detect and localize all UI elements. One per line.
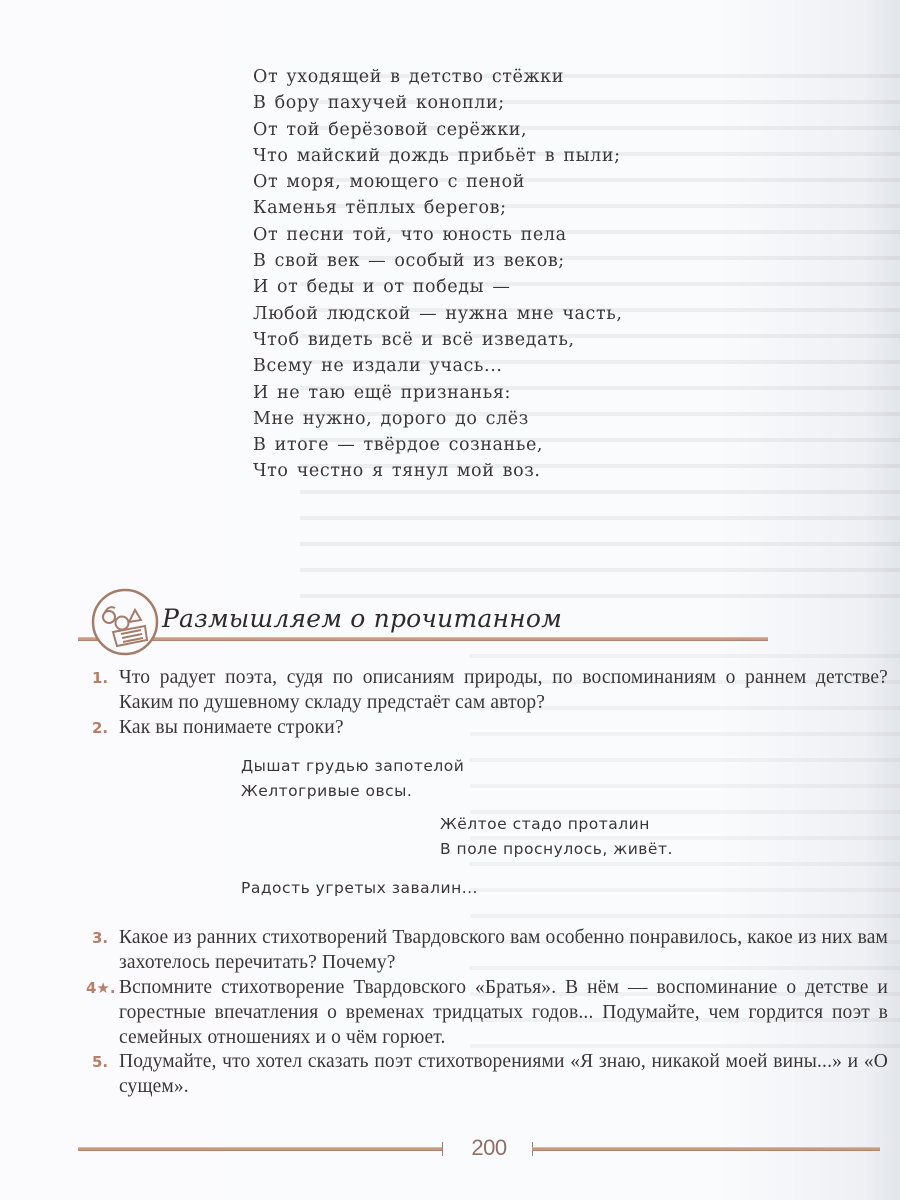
questions-list xyxy=(88,666,888,1100)
quote-line: Жёлтое стадо проталин xyxy=(440,815,650,834)
quote-line: Радость угретых завалин... xyxy=(241,879,478,898)
poem-line: Что честно я тянул мой воз. xyxy=(253,461,541,482)
poem-line: В итоге — твёрдое сознанье, xyxy=(253,435,544,456)
quoted-lines xyxy=(88,754,888,910)
poem-line: Мне нужно, дорого до слёз xyxy=(253,408,529,429)
quote-stanza xyxy=(241,754,464,803)
question-number: 4★. xyxy=(86,978,116,997)
question-item xyxy=(88,666,888,716)
question-text: Какое из ранних стихотворений Твардовского вам особенно понравилось, какое из них вам захотелось перечитать? Почему? xyxy=(119,927,888,974)
footer-divider xyxy=(532,1147,880,1151)
quote-stanza xyxy=(241,876,478,901)
poem xyxy=(253,64,623,485)
quote-line: Дышат грудью запотелой xyxy=(241,757,465,776)
question-number: 3. xyxy=(92,929,109,948)
poem-line: От уходящей в детство стёжки xyxy=(253,67,564,87)
question-number: 2. xyxy=(92,718,109,737)
poem-line: Всему не издали учась... xyxy=(253,356,503,377)
poem-line: И не таю ещё признанья: xyxy=(253,382,511,403)
section-header xyxy=(78,588,768,668)
poem-line: Чтоб видеть всё и всё изведать, xyxy=(253,329,575,350)
question-text: Что радует поэта, судя по описаниям природы, по воспоминаниям о раннем детстве? Каким по душевному складу предстаёт сам автор? xyxy=(119,667,888,713)
page-number: 200 xyxy=(471,1135,507,1160)
poem-line: Что майский дождь прибьёт в пыли; xyxy=(253,145,621,166)
poem-line: В бору пахучей конопли; xyxy=(253,93,505,114)
question-item xyxy=(88,926,888,976)
question-number: 1. xyxy=(92,669,109,687)
footer-divider-tick xyxy=(442,1142,443,1156)
poem-line: От моря, моющего с пеной xyxy=(253,172,526,193)
poem-line: От песни той, что юность пела xyxy=(253,224,567,245)
footer-divider xyxy=(78,1147,442,1151)
page-footer xyxy=(70,1135,880,1165)
question-item xyxy=(88,716,888,741)
quote-line: В поле проснулось, живёт. xyxy=(440,839,673,858)
question-text: Вспомните стихотворение Твардовского «Братья». В нём — воспоминание о детстве и горестные впечатления о временах тридцатых годов... Подумайте, чем гордится поэт в семейных отношениях и о чём горюет. xyxy=(119,976,888,1048)
poem-line: И от беды и от победы — xyxy=(253,277,511,298)
poem-line: Любой людской — нужна мне часть, xyxy=(253,303,623,324)
question-item xyxy=(88,1050,888,1100)
quote-line: Желтогривые овсы. xyxy=(241,781,413,800)
poem-line: В свой век — особый из веков; xyxy=(253,251,565,272)
section-divider xyxy=(78,637,768,641)
poem-line: Каменья тёплых берегов; xyxy=(253,198,507,219)
question-item xyxy=(88,976,888,1050)
poem-line: От той берёзовой серёжки, xyxy=(253,119,528,140)
question-text: Как вы понимаете строки? xyxy=(119,716,344,738)
quote-stanza xyxy=(440,812,673,861)
question-text: Подумайте, что хотел сказать поэт стихотворениями «Я знаю, никакой моей вины...» и «О сущем». xyxy=(119,1051,888,1098)
question-number: 5. xyxy=(92,1053,109,1072)
section-title: Размышляем о прочитанном xyxy=(162,604,563,633)
glasses-book-icon xyxy=(91,588,159,656)
